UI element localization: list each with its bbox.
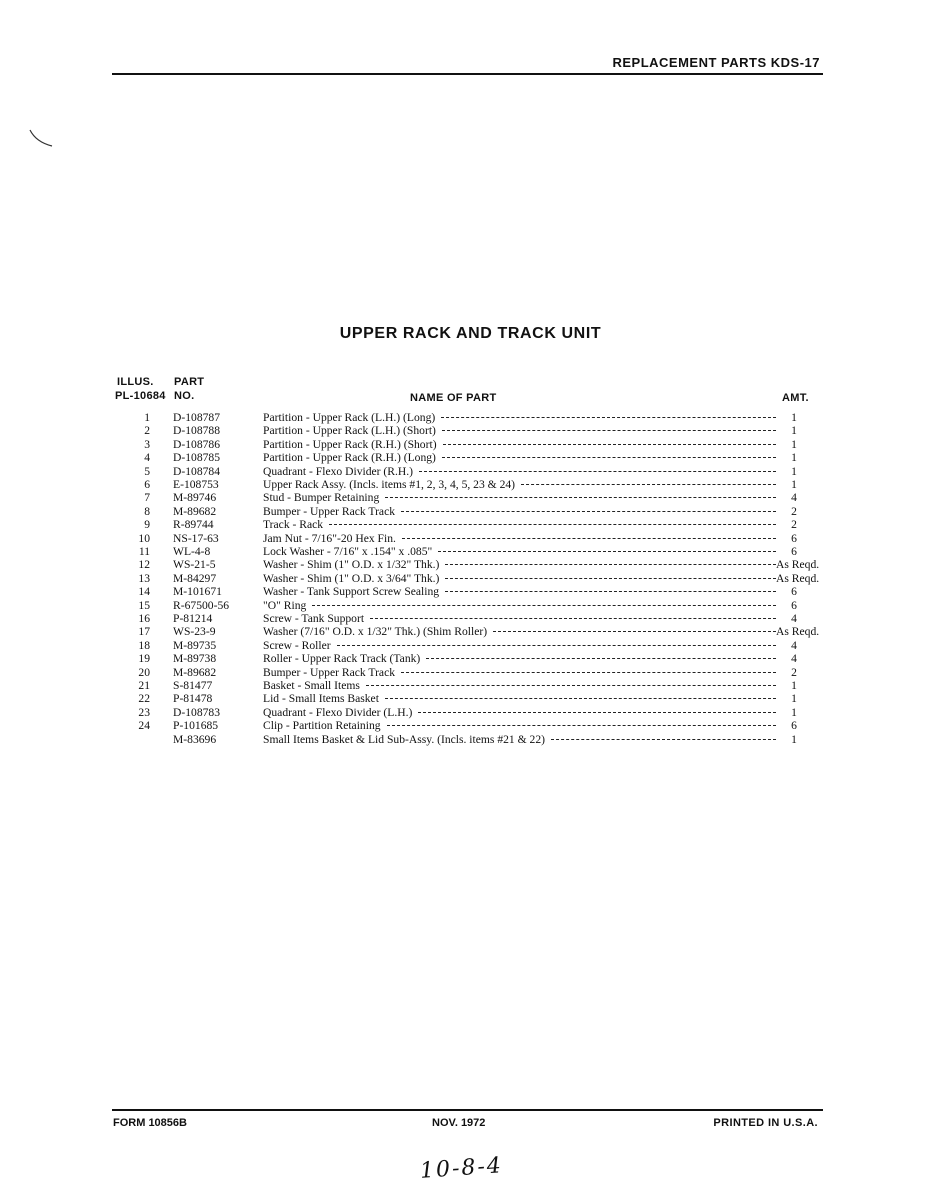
illus-number: 19 [138, 652, 150, 666]
part-name-cell [263, 438, 776, 451]
part-name-cell [263, 545, 776, 558]
dotted-leader [401, 672, 776, 673]
scan-mark [28, 128, 54, 148]
table-row [0, 465, 941, 478]
dotted-leader [441, 417, 776, 418]
amount: As Reqd. [776, 625, 820, 639]
illus-number: 14 [138, 585, 150, 599]
dotted-leader [426, 658, 776, 659]
part-name: "O" Ring [263, 598, 307, 612]
illus-number: 16 [138, 612, 150, 625]
footer-printed-in: PRINTED IN U.S.A. [713, 1117, 818, 1129]
page-title: UPPER RACK AND TRACK UNIT [339, 325, 602, 342]
table-row [0, 505, 941, 518]
part-name-cell [263, 424, 776, 437]
amount: 1 [791, 437, 797, 451]
amount: 2 [791, 504, 797, 518]
illus-number: 12 [138, 558, 150, 572]
part-name-cell [263, 532, 776, 545]
part-number: P-81478 [173, 692, 213, 706]
part-name: Partition - Upper Rack (L.H.) (Long) [263, 411, 436, 424]
part-number: M-84297 [173, 571, 217, 585]
illus-number: 22 [138, 692, 150, 706]
column-header-name: NAME OF PART [410, 392, 497, 404]
dotted-leader [445, 591, 776, 592]
table-row [0, 438, 941, 451]
illus-number: 23 [138, 705, 150, 719]
part-name: Partition - Upper Rack (R.H.) (Short) [263, 437, 437, 451]
table-row [0, 558, 941, 571]
part-name: Washer - Shim (1" O.D. x 3/64" Thk.) [263, 571, 440, 585]
illus-number: 17 [138, 625, 150, 639]
part-number: M-89682 [173, 504, 217, 518]
amount: 1 [791, 478, 797, 491]
part-name: Lock Washer - 7/16" x .154" x .085" [263, 545, 433, 558]
amount: 6 [791, 598, 797, 612]
part-name-cell [263, 652, 776, 665]
illus-number: 7 [144, 491, 150, 505]
part-number: D-108785 [173, 451, 221, 465]
part-name-cell [263, 639, 776, 652]
illus-number: 20 [138, 665, 150, 679]
part-name-cell [263, 692, 776, 705]
part-name: Stud - Bumper Retaining [263, 491, 380, 505]
column-header-part-no: NO. [174, 390, 195, 402]
amount: 1 [791, 679, 797, 692]
part-number: M-101671 [173, 585, 222, 599]
dotted-leader [402, 538, 776, 539]
table-row [0, 532, 941, 545]
part-number: R-89744 [173, 518, 214, 532]
part-name: Quadrant - Flexo Divider (R.H.) [263, 464, 414, 478]
illus-number: 11 [138, 545, 150, 558]
amount: 4 [791, 638, 797, 652]
illus-number: 21 [138, 679, 150, 692]
column-header-part: PART [174, 376, 205, 388]
part-name: Bumper - Upper Rack Track [263, 665, 396, 679]
amount: 1 [791, 464, 797, 478]
part-name: Basket - Small Items [263, 679, 360, 692]
amount: 1 [791, 705, 797, 719]
dotted-leader [443, 444, 776, 445]
part-number: WS-23-9 [173, 625, 216, 639]
amount: 4 [791, 612, 797, 625]
amount: 6 [791, 531, 797, 545]
amount: 2 [791, 665, 797, 679]
column-header-illus-ref: PL-10684 [115, 390, 166, 402]
amount: As Reqd. [776, 558, 820, 572]
header-rule [112, 73, 823, 75]
dotted-leader [387, 725, 776, 726]
part-number: P-81214 [173, 612, 213, 625]
part-name: Partition - Upper Rack (R.H.) (Long) [263, 451, 436, 465]
part-name-cell [263, 558, 776, 571]
table-row [0, 491, 941, 504]
part-name: Upper Rack Assy. (Incls. items #1, 2, 3, 4, 5, 23 & 24) [263, 478, 516, 491]
dotted-leader [442, 457, 776, 458]
part-name: Clip - Partition Retaining [263, 719, 381, 733]
dotted-leader [493, 631, 776, 632]
illus-number: 18 [138, 638, 150, 652]
column-header-illus: ILLUS. [117, 376, 154, 388]
part-name: Washer (7/16" O.D. x 1/32" Thk.) (Shim Roller) [263, 625, 488, 639]
illus-number: 15 [138, 598, 150, 612]
part-name-cell [263, 585, 776, 598]
table-row [0, 692, 941, 705]
footer-form-number: FORM 10856B [113, 1117, 187, 1129]
illus-number: 3 [144, 437, 150, 451]
dotted-leader [385, 698, 776, 699]
table-row [0, 679, 941, 692]
part-number: M-89735 [173, 638, 217, 652]
dotted-leader [385, 497, 776, 498]
dotted-leader [329, 524, 776, 525]
part-name: Jam Nut - 7/16"-20 Hex Fin. [263, 531, 396, 545]
part-name: Screw - Roller [263, 638, 331, 652]
illus-number: 24 [138, 719, 150, 733]
part-number: NS-17-63 [173, 531, 219, 545]
illus-number: 6 [144, 478, 150, 491]
part-number: WS-21-5 [173, 558, 216, 572]
illus-number: 13 [138, 571, 150, 585]
part-number: D-108784 [173, 464, 221, 478]
part-number: D-108788 [173, 424, 221, 438]
dotted-leader [419, 471, 776, 472]
part-name-cell [263, 491, 776, 504]
table-row [0, 612, 941, 625]
illus-number: 2 [144, 424, 150, 438]
part-number: WL-4-8 [173, 545, 211, 558]
part-name: Washer - Shim (1" O.D. x 1/32" Thk.) [263, 558, 440, 572]
dotted-leader [551, 739, 776, 740]
part-name: Roller - Upper Rack Track (Tank) [263, 652, 421, 666]
part-name-cell [263, 465, 776, 478]
amount: 1 [791, 692, 797, 706]
amount: 4 [791, 491, 797, 505]
illus-number: 9 [144, 518, 150, 532]
part-number: M-89682 [173, 665, 217, 679]
table-row [0, 411, 941, 424]
part-name: Small Items Basket & Lid Sub-Assy. (Incls. items #21 & 22) [263, 732, 545, 746]
dotted-leader [418, 712, 776, 713]
part-name-cell [263, 505, 776, 518]
part-name: Partition - Upper Rack (L.H.) (Short) [263, 424, 436, 438]
table-row [0, 666, 941, 679]
table-row [0, 719, 941, 732]
table-row [0, 706, 941, 719]
amount: 1 [791, 732, 797, 746]
dotted-leader [366, 685, 776, 686]
illus-number: 8 [144, 504, 150, 518]
table-row [0, 652, 941, 665]
amount: 1 [791, 424, 797, 438]
footer-rule [112, 1109, 823, 1111]
table-row [0, 572, 941, 585]
part-name-cell [263, 625, 776, 638]
part-name-cell [263, 478, 776, 491]
part-name-cell [263, 679, 776, 692]
part-name-cell [263, 451, 776, 464]
table-row [0, 599, 941, 612]
table-row [0, 585, 941, 598]
illus-number: 5 [144, 464, 150, 478]
illus-number: 10 [138, 531, 150, 545]
table-row [0, 733, 941, 746]
part-number: D-108786 [173, 437, 221, 451]
part-name-cell [263, 706, 776, 719]
footer-date: NOV. 1972 [432, 1117, 486, 1129]
part-name: Quadrant - Flexo Divider (L.H.) [263, 705, 413, 719]
part-name: Lid - Small Items Basket [263, 692, 379, 706]
part-name: Screw - Tank Support [263, 612, 365, 625]
part-name-cell [263, 572, 776, 585]
dotted-leader [337, 645, 776, 646]
part-number: D-108787 [173, 411, 221, 424]
part-number: R-67500-56 [173, 598, 230, 612]
part-name-cell [263, 599, 776, 612]
part-number: S-81477 [173, 679, 213, 692]
part-name-cell [263, 411, 776, 424]
illus-number: 4 [144, 451, 150, 465]
dotted-leader [370, 618, 776, 619]
part-name-cell [263, 719, 776, 732]
part-name-cell [263, 666, 776, 679]
part-name: Bumper - Upper Rack Track [263, 504, 396, 518]
dotted-leader [442, 430, 776, 431]
part-number: E-108753 [173, 478, 219, 491]
amount: 1 [791, 451, 797, 465]
part-name-cell [263, 612, 776, 625]
dotted-leader [445, 564, 776, 565]
amount: 6 [791, 719, 797, 733]
table-row [0, 625, 941, 638]
part-name: Washer - Tank Support Screw Sealing [263, 585, 440, 599]
dotted-leader [401, 511, 776, 512]
amount: As Reqd. [776, 571, 820, 585]
dotted-leader [445, 578, 776, 579]
amount: 6 [791, 585, 797, 599]
amount: 1 [791, 411, 797, 424]
table-row [0, 518, 941, 531]
part-name-cell [263, 733, 776, 746]
dotted-leader [312, 605, 776, 606]
table-row [0, 424, 941, 437]
part-number: D-108783 [173, 705, 221, 719]
part-name: Track - Rack [263, 518, 324, 532]
illus-number: 1 [144, 411, 150, 424]
amount: 2 [791, 518, 797, 532]
column-header-amt: AMT. [782, 392, 809, 404]
part-number: M-89746 [173, 491, 217, 505]
table-row [0, 545, 941, 558]
part-name-cell [263, 518, 776, 531]
header-title: REPLACEMENT PARTS KDS-17 [612, 55, 820, 70]
table-row [0, 478, 941, 491]
table-row [0, 451, 941, 464]
dotted-leader [521, 484, 776, 485]
part-number: P-101685 [173, 719, 219, 733]
part-number: M-89738 [173, 652, 217, 666]
amount: 6 [791, 545, 797, 558]
part-number: M-83696 [173, 732, 217, 746]
amount: 4 [791, 652, 797, 666]
dotted-leader [438, 551, 776, 552]
table-row [0, 639, 941, 652]
handwritten-page-number: 10-8-4 [419, 1153, 504, 1184]
